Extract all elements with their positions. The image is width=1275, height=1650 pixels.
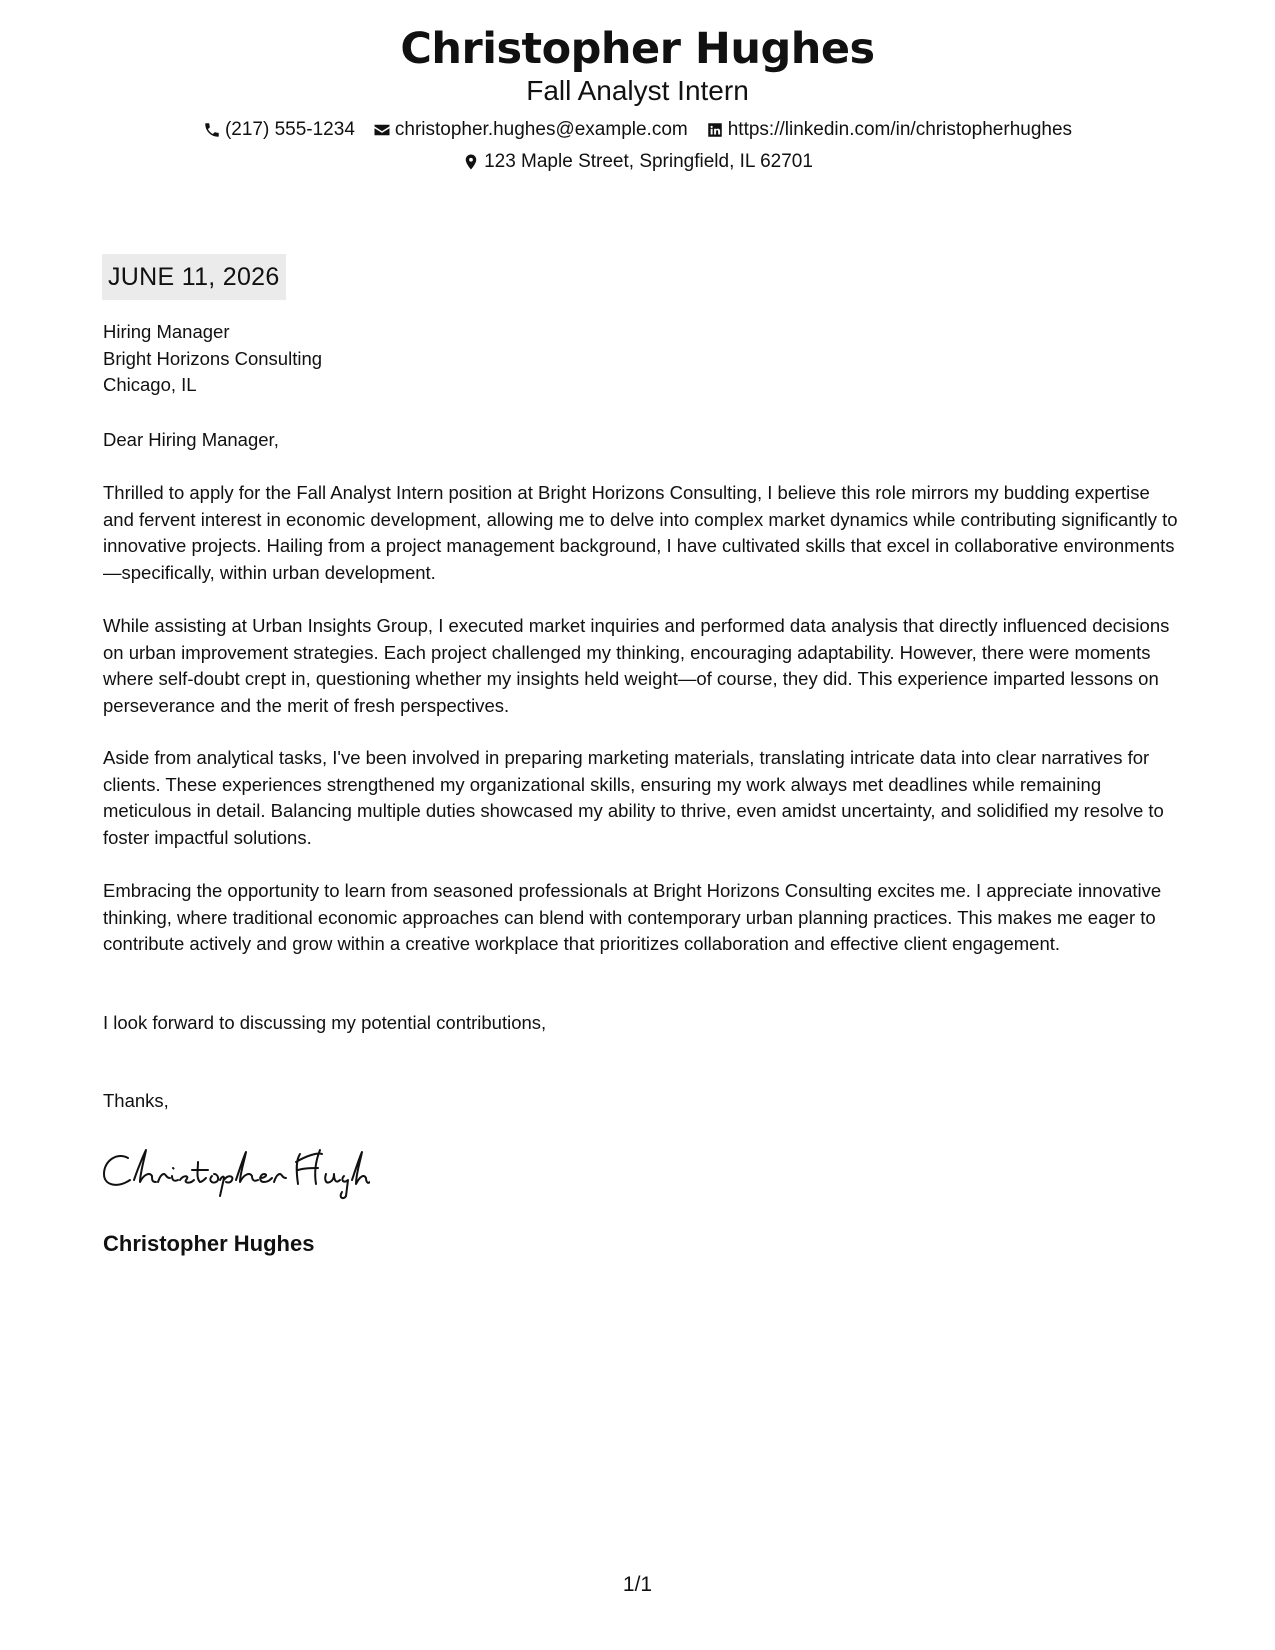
phone-icon [203,121,221,139]
envelope-icon [373,121,391,139]
recipient-title: Hiring Manager [103,321,230,342]
letter-header [0,22,1275,174]
address-text: 123 Maple Street, Springfield, IL 62701 [484,151,813,172]
handwritten-signature [100,1140,370,1200]
signoff: Thanks, [103,1090,169,1111]
applicant-role: Fall Analyst Intern [526,75,749,106]
body-paragraph: Aside from analytical tasks, I've been involved in preparing marketing materials, translating intricate data into clear narratives for clients. These experiences strengthened my organizational skills, ensuring my work always met deadlines while remaining meticulous in detail. Balancing multiple duties showcased my ability to thrive, even amidst uncertainty, and solidified my resolve to foster impactful solutions. [103,747,1164,848]
email-text: christopher.hughes@example.com [394,119,688,140]
linkedin-icon [706,121,724,139]
recipient-block [103,319,1183,399]
page-number: 1/1 [622,1573,653,1596]
closing-line: I look forward to discussing my potential contributions, [103,1012,547,1033]
applicant-name: Christopher Hughes [400,24,875,74]
contact-address [462,150,813,174]
contact-phone[interactable] [203,118,355,142]
body-paragraph: While assisting at Urban Insights Group, I executed market inquiries and performed data analysis that directly influenced decisions on urban improvement strategies. Each project challenged my thinking, encouraging adaptability. However, there were moments where self-doubt crept in, questioning whether my insights held weight—of course, they did. This experience imparted lessons on perseverance and the merit of fresh perspectives. [103,615,1170,716]
contact-email[interactable] [373,118,688,142]
salutation: Dear Hiring Manager, [103,429,279,450]
recipient-location: Chicago, IL [103,374,197,395]
address-row [0,150,1275,174]
contact-row [0,118,1275,142]
recipient-company: Bright Horizons Consulting [103,347,323,369]
contact-linkedin[interactable] [706,118,1072,142]
body-paragraph: Embracing the opportunity to learn from seasoned professionals at Bright Horizons Consulting excites me. I appreciate innovative thinking, where traditional economic approaches can blend with contemporary urban planning practices. This makes me eager to contribute actively and grow within a creative workplace that prioritizes collaboration and effective client engagement. [103,880,1162,954]
map-pin-icon [462,153,480,171]
linkedin-text: https://linkedin.com/in/christopherhughes [727,119,1073,140]
body-paragraph: Thrilled to apply for the Fall Analyst Intern position at Bright Horizons Consulting, I believe this role mirrors my budding expertise and fervent interest in economic development, allowing me to delve into complex market dynamics while contributing significantly to innovative projects. Hailing from a project management background, I have cultivated skills that excel in collaborative environments—specifically, within urban development. [103,482,1178,583]
letter-date: JUNE 11, 2026 [102,254,286,300]
signature-name: Christopher Hughes [103,1231,315,1256]
phone-text: (217) 555-1234 [224,119,355,140]
